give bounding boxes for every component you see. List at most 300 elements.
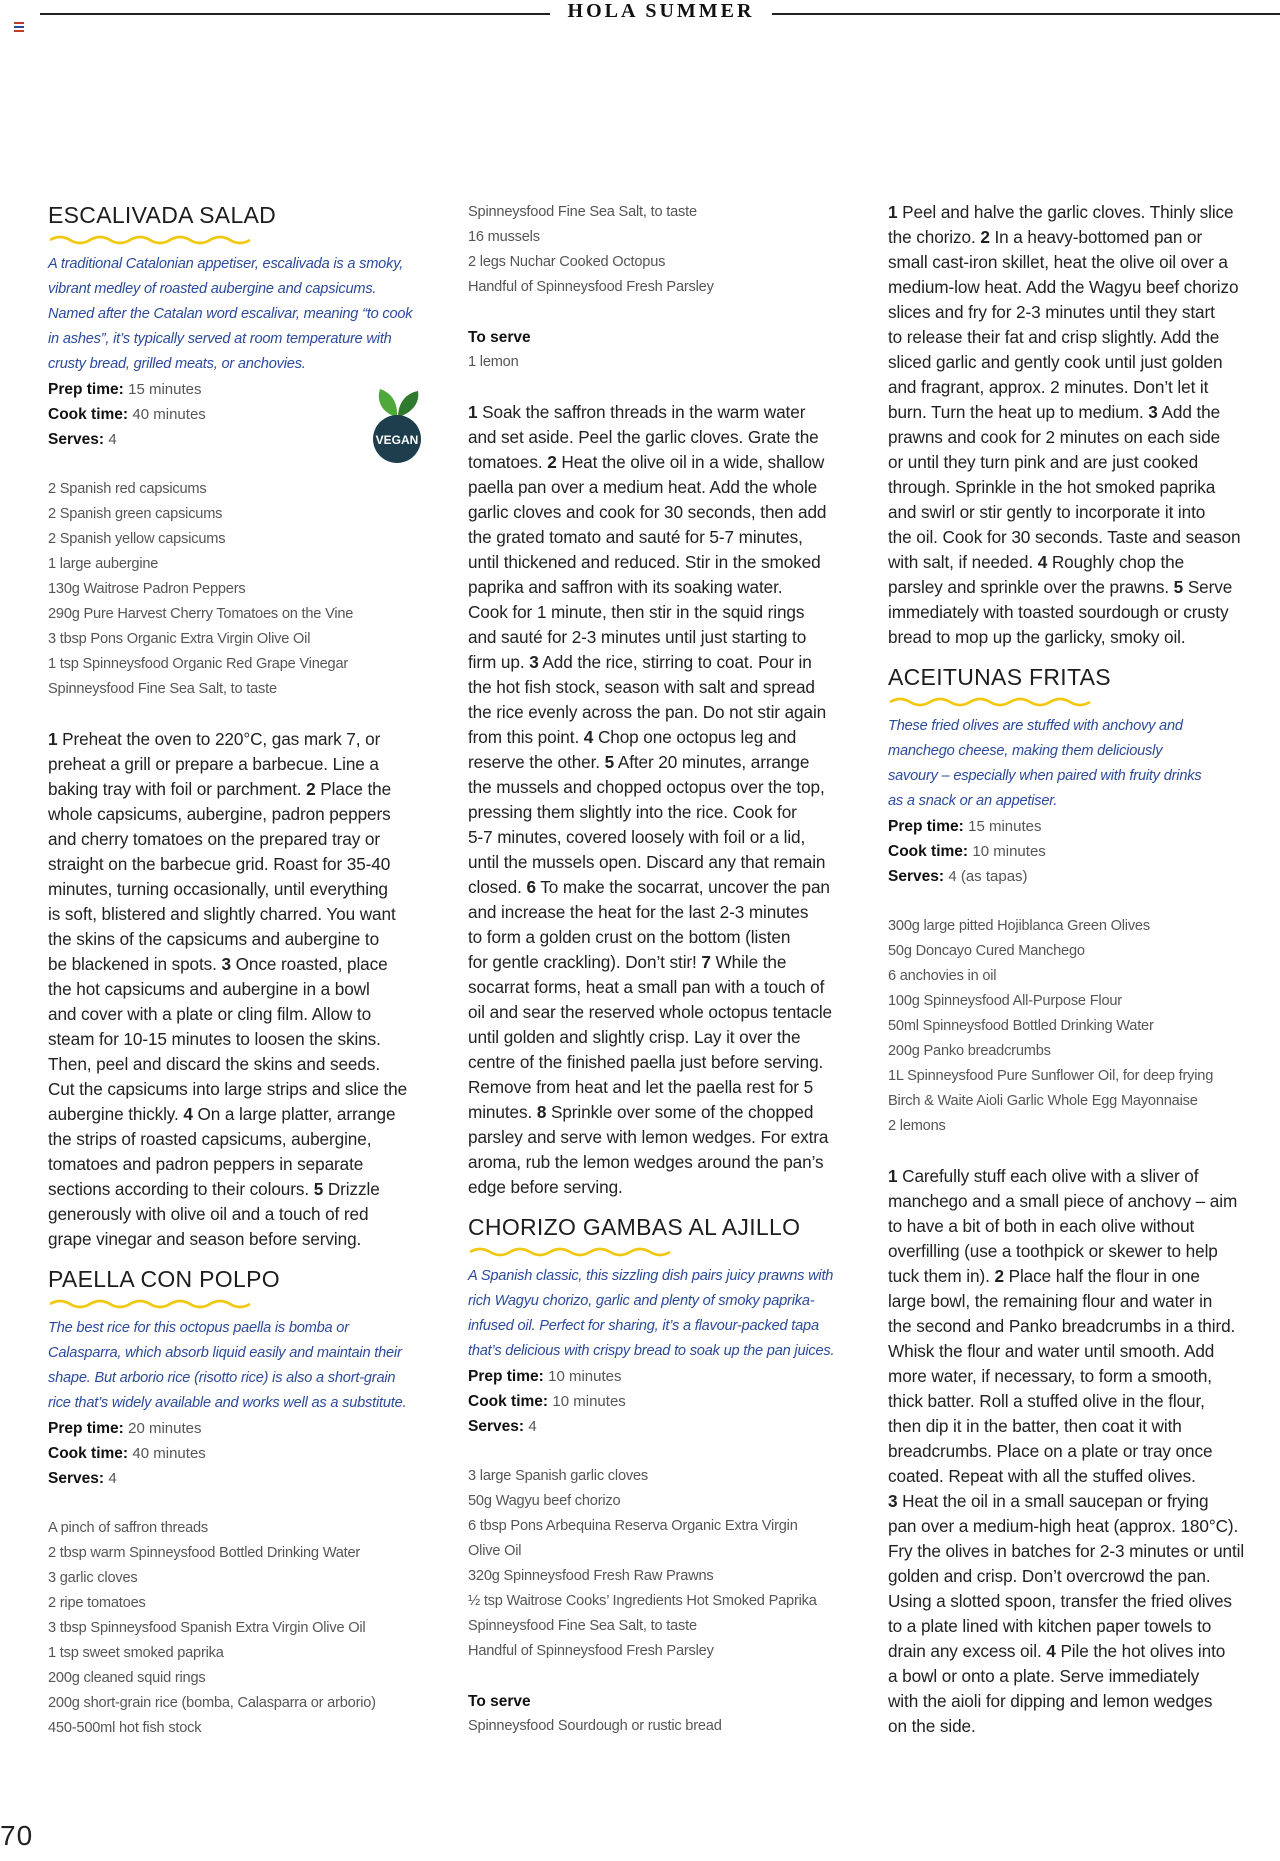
- column-middle: [468, 200, 863, 1739]
- ingredient-item: Olive Oil: [468, 1543, 522, 1559]
- method-line: [888, 375, 1278, 400]
- ingredient-item: Handful of Spinneysfood Fresh Parsley: [468, 279, 714, 295]
- method-line: [48, 827, 438, 852]
- method-text-segment: through. Sprinkle in the hot smoked paprika: [888, 477, 1216, 497]
- intro-line: crusty bread, grilled meats, or anchovies.: [48, 356, 306, 372]
- method-line: [888, 1289, 1278, 1314]
- method-line: [468, 750, 863, 775]
- method-line: [888, 1564, 1278, 1589]
- method-text-segment: pan over a medium-high heat (approx. 180°C).: [888, 1516, 1239, 1536]
- cook-label: Cook time:: [468, 1393, 549, 1410]
- header-rule-left: [40, 13, 550, 15]
- method-line: [468, 900, 863, 925]
- method-line: [468, 550, 863, 575]
- method-line: [468, 800, 863, 825]
- method-text-segment: steam for 10-15 minutes to loosen the skins.: [48, 1029, 381, 1049]
- method-text-segment: Add the rice, stirring to coat. Pour in: [538, 652, 812, 672]
- method-line: [468, 850, 863, 875]
- ingredient-item: 450-500ml hot fish stock: [48, 1720, 202, 1736]
- method-text-segment: tuck them in).: [888, 1266, 995, 1286]
- method-line: [48, 727, 438, 752]
- prep-time: [468, 1364, 863, 1389]
- step-number: 1: [468, 402, 478, 422]
- serve-list: [468, 350, 863, 375]
- step-number: 2: [994, 1266, 1004, 1286]
- method-line: [468, 675, 863, 700]
- step-number: 5: [313, 1179, 324, 1199]
- method-text-segment: the grated tomato and sauté for 5-7 minutes,: [468, 527, 803, 547]
- method-line: [468, 775, 863, 800]
- step-number: 4: [1046, 1641, 1056, 1661]
- method-line: [888, 1614, 1278, 1639]
- method-text-segment: Sprinkle over some of the chopped: [546, 1102, 814, 1122]
- step-number: 6: [526, 877, 536, 897]
- method-text-segment: centre of the finished paella just before serving.: [468, 1052, 824, 1072]
- method-text-segment: Heat the oil in a small saucepan or frying: [897, 1491, 1209, 1511]
- method-text-segment: aroma, rub the lemon wedges around the pan’s: [468, 1152, 824, 1172]
- intro-line: that’s delicious with crispy bread to soak up the pan juices.: [468, 1343, 835, 1359]
- ingredient-item: 2 tbsp warm Spinneysfood Bottled Drinking Water: [48, 1545, 361, 1561]
- prep-label: Prep time:: [48, 381, 124, 398]
- header-rule-right: [772, 13, 1280, 15]
- ingredient-item: 1 tsp sweet smoked paprika: [48, 1645, 224, 1661]
- method-text-segment: golden and crisp. Don’t overcrowd the pan.: [888, 1566, 1211, 1586]
- prep-label: Prep time:: [48, 1420, 124, 1437]
- prep-value: 20 minutes: [128, 1420, 202, 1437]
- cook-time: [888, 839, 1278, 864]
- ingredient-item: 300g large pitted Hojiblanca Green Olives: [888, 918, 1150, 934]
- ingredient-item: 200g Panko breadcrumbs: [888, 1043, 1051, 1059]
- method-text-segment: In a heavy-bottomed pan or: [989, 227, 1203, 247]
- serves-label: Serves:: [48, 431, 105, 448]
- method-text-segment: Remove from heat and let the paella rest for 5: [468, 1077, 814, 1097]
- method-text-segment: breadcrumbs. Place on a plate or tray once: [888, 1441, 1213, 1461]
- method-line: [888, 1414, 1278, 1439]
- recipe-intro: [48, 1316, 438, 1416]
- method-line: [888, 1364, 1278, 1389]
- menu-icon[interactable]: [14, 22, 24, 34]
- method-text-segment: and sauté for 2-3 minutes until just starting to: [468, 627, 807, 647]
- ingredient-item: 16 mussels: [468, 229, 540, 245]
- method-text-segment: and fragrant, approx. 2 minutes. Don’t let it: [888, 377, 1209, 397]
- method-line: [888, 575, 1278, 600]
- ingredient-list: [48, 477, 438, 702]
- method-line: [468, 950, 863, 975]
- method-line: [888, 275, 1278, 300]
- ingredient-item: 200g short-grain rice (bomba, Calasparra or arborio): [48, 1695, 376, 1711]
- method-text-segment: on the side.: [888, 1716, 976, 1736]
- method-text-segment: straight on the barbecue grid. Roast for 35-40: [48, 854, 391, 874]
- method-text-segment: Roughly chop the: [1047, 552, 1185, 572]
- method-line: [468, 975, 863, 1000]
- method-text-segment: manchego and a small piece of anchovy – aim: [888, 1191, 1238, 1211]
- method-text-segment: slices and fry for 2-3 minutes until they start: [888, 302, 1215, 322]
- method-text-segment: overfilling (use a toothpick or skewer to help: [888, 1241, 1218, 1261]
- method-text-segment: coated. Repeat with all the stuffed olives.: [888, 1466, 1196, 1486]
- method-text-segment: to form a golden crust on the bottom (listen: [468, 927, 791, 947]
- ingredient-item: Spinneysfood Fine Sea Salt, to taste: [468, 204, 697, 220]
- method-text-segment: thick batter. Roll a stuffed olive in the flour,: [888, 1391, 1205, 1411]
- method-text-segment: the hot fish stock, season with salt and spread: [468, 677, 815, 697]
- method-line: [888, 1589, 1278, 1614]
- method-line: [888, 1189, 1278, 1214]
- cook-time: [468, 1389, 863, 1414]
- ingredient-item: 2 Spanish yellow capsicums: [48, 531, 226, 547]
- ingredient-item: 2 lemons: [888, 1118, 946, 1134]
- step-number: 2: [980, 227, 990, 247]
- method-line: [888, 1314, 1278, 1339]
- method-line: [888, 1439, 1278, 1464]
- step-number: 3: [221, 954, 231, 974]
- method-text-segment: Pile the hot olives into: [1055, 1641, 1226, 1661]
- ingredient-item: 6 tbsp Pons Arbequina Reserva Organic Extra Virgin: [468, 1518, 798, 1534]
- method-line: [468, 700, 863, 725]
- ingredient-list: [888, 914, 1278, 1139]
- method-line: [468, 500, 863, 525]
- method-line: [468, 725, 863, 750]
- method-text-segment: tomatoes.: [468, 452, 548, 472]
- ingredient-item: ½ tsp Waitrose Cooks’ Ingredients Hot Smoked Paprika: [468, 1593, 817, 1609]
- method-line: [468, 400, 863, 425]
- ingredient-item: 50ml Spinneysfood Bottled Drinking Water: [888, 1018, 1154, 1034]
- magazine-section-title: HOLA SUMMER: [567, 0, 755, 22]
- to-serve-heading: To serve: [468, 1693, 531, 1710]
- ingredient-item: 1 large aubergine: [48, 556, 159, 572]
- method-line: [888, 300, 1278, 325]
- method-text-segment: generously with olive oil and a touch of red: [48, 1204, 369, 1224]
- squiggle-divider: [48, 234, 258, 246]
- ingredient-item: 200g cleaned squid rings: [48, 1670, 206, 1686]
- method-line: [888, 425, 1278, 450]
- method-line: [48, 877, 438, 902]
- squiggle-divider: [468, 1246, 678, 1258]
- method-text-segment: Cook for 1 minute, then stir in the squid rings: [468, 602, 805, 622]
- prep-value: 15 minutes: [128, 381, 202, 398]
- method-line: [888, 1714, 1278, 1739]
- method-text: [888, 200, 1278, 650]
- method-text-segment: garlic cloves and cook for 30 seconds, then add: [468, 502, 827, 522]
- method-line: [888, 1539, 1278, 1564]
- serves: [468, 1414, 863, 1439]
- prep-label: Prep time:: [888, 818, 964, 835]
- method-line: [888, 475, 1278, 500]
- serves: [888, 864, 1278, 889]
- ingredient-item: 50g Wagyu beef chorizo: [468, 1493, 621, 1509]
- method-text-segment: to have a bit of both in each olive without: [888, 1216, 1195, 1236]
- method-line: [888, 400, 1278, 425]
- intro-line: A Spanish classic, this sizzling dish pairs juicy prawns with: [468, 1268, 834, 1284]
- method-line: [468, 1000, 863, 1025]
- method-line: [48, 1052, 438, 1077]
- method-text-segment: tomatoes and padron peppers in separate: [48, 1154, 364, 1174]
- method-line: [468, 1075, 863, 1100]
- method-line: [888, 350, 1278, 375]
- step-number: 4: [183, 1104, 193, 1124]
- method-line: [888, 1689, 1278, 1714]
- method-text-segment: paella pan over a medium heat. Add the whole: [468, 477, 818, 497]
- step-number: 2: [547, 452, 557, 472]
- intro-line: Calasparra, which absorb liquid easily and maintain their: [48, 1345, 402, 1361]
- method-line: [48, 1077, 438, 1102]
- method-text-segment: Then, peel and discard the skins and seeds.: [48, 1054, 381, 1074]
- step-number: 4: [1037, 552, 1048, 572]
- method-line: [888, 450, 1278, 475]
- method-text-segment: On a large platter, arrange: [192, 1104, 396, 1124]
- intro-line: vibrant medley of roasted aubergine and capsicums.: [48, 281, 377, 297]
- cook-label: Cook time:: [48, 406, 129, 423]
- prep-label: Prep time:: [468, 1368, 544, 1385]
- method-text-segment: the chorizo.: [888, 227, 981, 247]
- method-text-segment: the oil. Cook for 30 seconds. Taste and season: [888, 527, 1241, 547]
- method-text-segment: minutes.: [468, 1102, 537, 1122]
- cook-time: [48, 1441, 438, 1466]
- serves-label: Serves:: [48, 1470, 105, 1487]
- method-text-segment: Place half the flour in one: [1003, 1266, 1200, 1286]
- method-text-segment: and cherry tomatoes on the prepared tray or: [48, 829, 380, 849]
- intro-line: rich Wagyu chorizo, garlic and plenty of smoky paprika-: [468, 1293, 815, 1309]
- method-text-segment: Heat the olive oil in a wide, shallow: [556, 452, 825, 472]
- method-line: [888, 1339, 1278, 1364]
- method-text-segment: paprika and saffron with its soaking water.: [468, 577, 783, 597]
- method-line: [888, 1214, 1278, 1239]
- method-text-segment: to a plate lined with kitchen paper towels to: [888, 1616, 1212, 1636]
- method-text-segment: for gentle crackling). Don’t stir!: [468, 952, 702, 972]
- intro-line: infused oil. Perfect for sharing, it’s a flavour-packed tapa: [468, 1318, 819, 1334]
- method-text-segment: medium-low heat. Add the Wagyu beef chorizo: [888, 277, 1239, 297]
- method-text-segment: is soft, blistered and slightly charred. You want: [48, 904, 396, 924]
- method-text-segment: the second and Panko breadcrumbs in a third.: [888, 1316, 1236, 1336]
- method-text-segment: and set aside. Peel the garlic cloves. Grate the: [468, 427, 819, 447]
- prep-time: [48, 1416, 438, 1441]
- method-line: [888, 550, 1278, 575]
- method-line: [468, 1100, 863, 1125]
- method-text-segment: preheat a grill or prepare a barbecue. Line a: [48, 754, 379, 774]
- leaf-icon: [379, 389, 419, 417]
- ingredient-item: 50g Doncayo Cured Manchego: [888, 943, 1085, 959]
- recipe-intro: [468, 1264, 863, 1364]
- method-line: [888, 1389, 1278, 1414]
- method-text-segment: burn. Turn the heat up to medium.: [888, 402, 1149, 422]
- step-number: 8: [536, 1102, 547, 1122]
- cook-label: Cook time:: [48, 1445, 129, 1462]
- method-text-segment: the mussels and chopped octopus over the top,: [468, 777, 825, 797]
- method-line: [468, 475, 863, 500]
- method-line: [48, 1177, 438, 1202]
- ingredient-item: 2 Spanish green capsicums: [48, 506, 223, 522]
- serves-value: 4 (as tapas): [948, 868, 1028, 885]
- method-line: [888, 1264, 1278, 1289]
- ingredient-item: 100g Spinneysfood All-Purpose Flour: [888, 993, 1122, 1009]
- method-line: [888, 500, 1278, 525]
- method-line: [468, 1125, 863, 1150]
- method-text-segment: the hot capsicums and aubergine in a bowl: [48, 979, 370, 999]
- step-number: 5: [604, 752, 615, 772]
- ingredient-item: 2 legs Nuchar Cooked Octopus: [468, 254, 666, 270]
- method-text-segment: Carefully stuff each olive with a sliver of: [897, 1166, 1199, 1186]
- method-text-segment: closed.: [468, 877, 527, 897]
- method-text-segment: or until they turn pink and are just cooked: [888, 452, 1199, 472]
- step-number: 1: [888, 202, 898, 222]
- intro-line: The best rice for this octopus paella is bomba or: [48, 1320, 349, 1336]
- method-line: [48, 852, 438, 877]
- method-text-segment: reserve the other.: [468, 752, 605, 772]
- intro-line: rice that’s widely available and works well as a substitute.: [48, 1395, 407, 1411]
- method-text: [468, 400, 863, 1200]
- method-text-segment: firm up.: [468, 652, 530, 672]
- method-line: [468, 925, 863, 950]
- method-text-segment: To make the socarrat, uncover the pan: [535, 877, 830, 897]
- method-line: [48, 902, 438, 927]
- ingredient-item: 320g Spinneysfood Fresh Raw Prawns: [468, 1568, 714, 1584]
- method-text-segment: large bowl, the remaining flour and water in: [888, 1291, 1213, 1311]
- method-text-segment: immediately with toasted sourdough or crusty: [888, 602, 1229, 622]
- method-text-segment: Preheat the oven to 220°C, gas mark 7, or: [57, 729, 381, 749]
- intro-line: manchego cheese, making them deliciously: [888, 743, 1163, 759]
- method-line: [48, 1127, 438, 1152]
- method-text-segment: Soak the saffron threads in the warm water: [477, 402, 806, 422]
- ingredient-item: 2 Spanish red capsicums: [48, 481, 207, 497]
- method-line: [48, 777, 438, 802]
- method-line: [468, 575, 863, 600]
- ingredient-list: [468, 1464, 863, 1664]
- step-number: 1: [48, 729, 58, 749]
- ingredient-item: Spinneysfood Fine Sea Salt, to taste: [48, 681, 277, 697]
- method-line: [888, 600, 1278, 625]
- method-line: [468, 875, 863, 900]
- method-text-segment: pressing them slightly into the rice. Cook for: [468, 802, 797, 822]
- method-text-segment: and cover with a plate or cling film. Allow to: [48, 1004, 372, 1024]
- method-line: [888, 1514, 1278, 1539]
- ingredient-item: 3 tbsp Spinneysfood Spanish Extra Virgin Olive Oil: [48, 1620, 366, 1636]
- method-line: [888, 625, 1278, 650]
- cook-value: 40 minutes: [132, 1445, 206, 1462]
- recipe-title: PAELLA CON POLPO: [48, 1266, 280, 1292]
- recipe-intro: [888, 714, 1278, 814]
- method-text-segment: Peel and halve the garlic cloves. Thinly slice: [897, 202, 1234, 222]
- step-number: 3: [529, 652, 539, 672]
- vegan-badge: [368, 385, 426, 465]
- method-text-segment: Once roasted, place: [230, 954, 388, 974]
- column-right: [888, 200, 1278, 1739]
- step-number: 4: [583, 727, 594, 747]
- ingredient-item: 1 tsp Spinneysfood Organic Red Grape Vinegar: [48, 656, 349, 672]
- method-line: [888, 1664, 1278, 1689]
- method-text-segment: Add the: [1157, 402, 1221, 422]
- recipe-chorizo: [468, 1212, 863, 1739]
- method-text-segment: small cast-iron skillet, heat the olive oil over a: [888, 252, 1228, 272]
- method-line: [48, 952, 438, 977]
- recipe-title: ESCALIVADA SALAD: [48, 202, 277, 228]
- step-number: 3: [888, 1491, 898, 1511]
- step-number: 1: [888, 1166, 898, 1186]
- method-line: [888, 325, 1278, 350]
- method-text-segment: Using a slotted spoon, transfer the fried olives: [888, 1591, 1232, 1611]
- method-text-segment: sections according to their colours.: [48, 1179, 314, 1199]
- squiggle-divider: [48, 1298, 258, 1310]
- method-text-segment: and swirl or stir gently to incorporate it into: [888, 502, 1206, 522]
- intro-line: shape. But arborio rice (risotto rice) is also a short-grain: [48, 1370, 396, 1386]
- method-line: [48, 802, 438, 827]
- method-line: [468, 425, 863, 450]
- method-line: [468, 625, 863, 650]
- method-text-segment: parsley and serve with lemon wedges. For extra: [468, 1127, 829, 1147]
- method-line: [48, 1002, 438, 1027]
- method-text: [48, 727, 438, 1252]
- step-number: 7: [701, 952, 711, 972]
- method-line: [468, 650, 863, 675]
- method-line: [48, 1152, 438, 1177]
- ingredient-item: 130g Waitrose Padron Peppers: [48, 581, 246, 597]
- squiggle-divider: [888, 696, 1098, 708]
- method-text-segment: and increase the heat for the last 2-3 minutes: [468, 902, 809, 922]
- recipe-aceitunas: [888, 662, 1278, 1739]
- vegan-label: VEGAN: [375, 433, 419, 447]
- serves: [48, 1466, 438, 1491]
- method-line: [468, 1175, 863, 1200]
- method-line: [48, 1202, 438, 1227]
- page-header: [0, 0, 1280, 30]
- step-number: 2: [306, 779, 316, 799]
- method-text-segment: aubergine thickly.: [48, 1104, 184, 1124]
- to-serve-heading: To serve: [468, 329, 531, 346]
- ingredient-item: A pinch of saffron threads: [48, 1520, 209, 1536]
- cook-value: 10 minutes: [972, 843, 1046, 860]
- method-text-segment: the skins of the capsicums and aubergine to: [48, 929, 380, 949]
- method-text-segment: be blackened in spots.: [48, 954, 222, 974]
- method-text-segment: until thickened and reduced. Stir in the smoked: [468, 552, 821, 572]
- method-line: [468, 450, 863, 475]
- intro-line: savoury – especially when paired with fruity drinks: [888, 768, 1202, 784]
- ingredient-item: 1L Spinneysfood Pure Sunflower Oil, for deep frying: [888, 1068, 1214, 1084]
- intro-line: These fried olives are stuffed with anchovy and: [888, 718, 1183, 734]
- serves-label: Serves:: [468, 1418, 525, 1435]
- method-text-segment: with salt, if needed.: [888, 552, 1038, 572]
- serves-value: 4: [528, 1418, 537, 1435]
- method-line: [888, 1489, 1278, 1514]
- method-line: [888, 525, 1278, 550]
- intro-line: in ashes”, it’s typically served at room temperature with: [48, 331, 392, 347]
- method-line: [888, 1239, 1278, 1264]
- method-text-segment: 5-7 minutes, covered loosely with foil or a lid,: [468, 827, 806, 847]
- page-number: 70: [0, 1820, 34, 1851]
- method-line: [48, 1027, 438, 1052]
- cook-value: 40 minutes: [132, 406, 206, 423]
- recipe-paella: [48, 1264, 438, 1741]
- method-line: [888, 1464, 1278, 1489]
- method-line: [468, 1050, 863, 1075]
- step-number: 3: [1148, 402, 1158, 422]
- method-text-segment: bread to mop up the garlicky, smoky oil.: [888, 627, 1186, 647]
- method-text-segment: until golden and slightly crisp. Lay it over the: [468, 1027, 801, 1047]
- ingredient-item: Birch & Waite Aioli Garlic Whole Egg Mayonnaise: [888, 1093, 1198, 1109]
- method-text-segment: baking tray with foil or parchment.: [48, 779, 307, 799]
- method-text-segment: socarrat forms, heat a small pan with a touch of: [468, 977, 825, 997]
- recipe-escalivada: [48, 200, 438, 1252]
- ingredient-item: Handful of Spinneysfood Fresh Parsley: [468, 1643, 714, 1659]
- method-text-segment: After 20 minutes, arrange: [614, 752, 810, 772]
- method-text-segment: the strips of roasted capsicums, aubergine,: [48, 1129, 372, 1149]
- method-text-segment: whole capsicums, aubergine, padron peppers: [48, 804, 391, 824]
- prep-value: 10 minutes: [548, 1368, 622, 1385]
- method-text-segment: to release their fat and crisp slightly. Add the: [888, 327, 1220, 347]
- cook-label: Cook time:: [888, 843, 969, 860]
- ingredient-item: 1 lemon: [468, 354, 519, 370]
- method-text-segment: Whisk the flour and water until smooth. Add: [888, 1341, 1215, 1361]
- method-text-segment: grape vinegar and season before serving.: [48, 1229, 362, 1249]
- method-text-segment: edge before serving.: [468, 1177, 623, 1197]
- method-line: [468, 600, 863, 625]
- method-text-segment: Cut the capsicums into large strips and slice the: [48, 1079, 408, 1099]
